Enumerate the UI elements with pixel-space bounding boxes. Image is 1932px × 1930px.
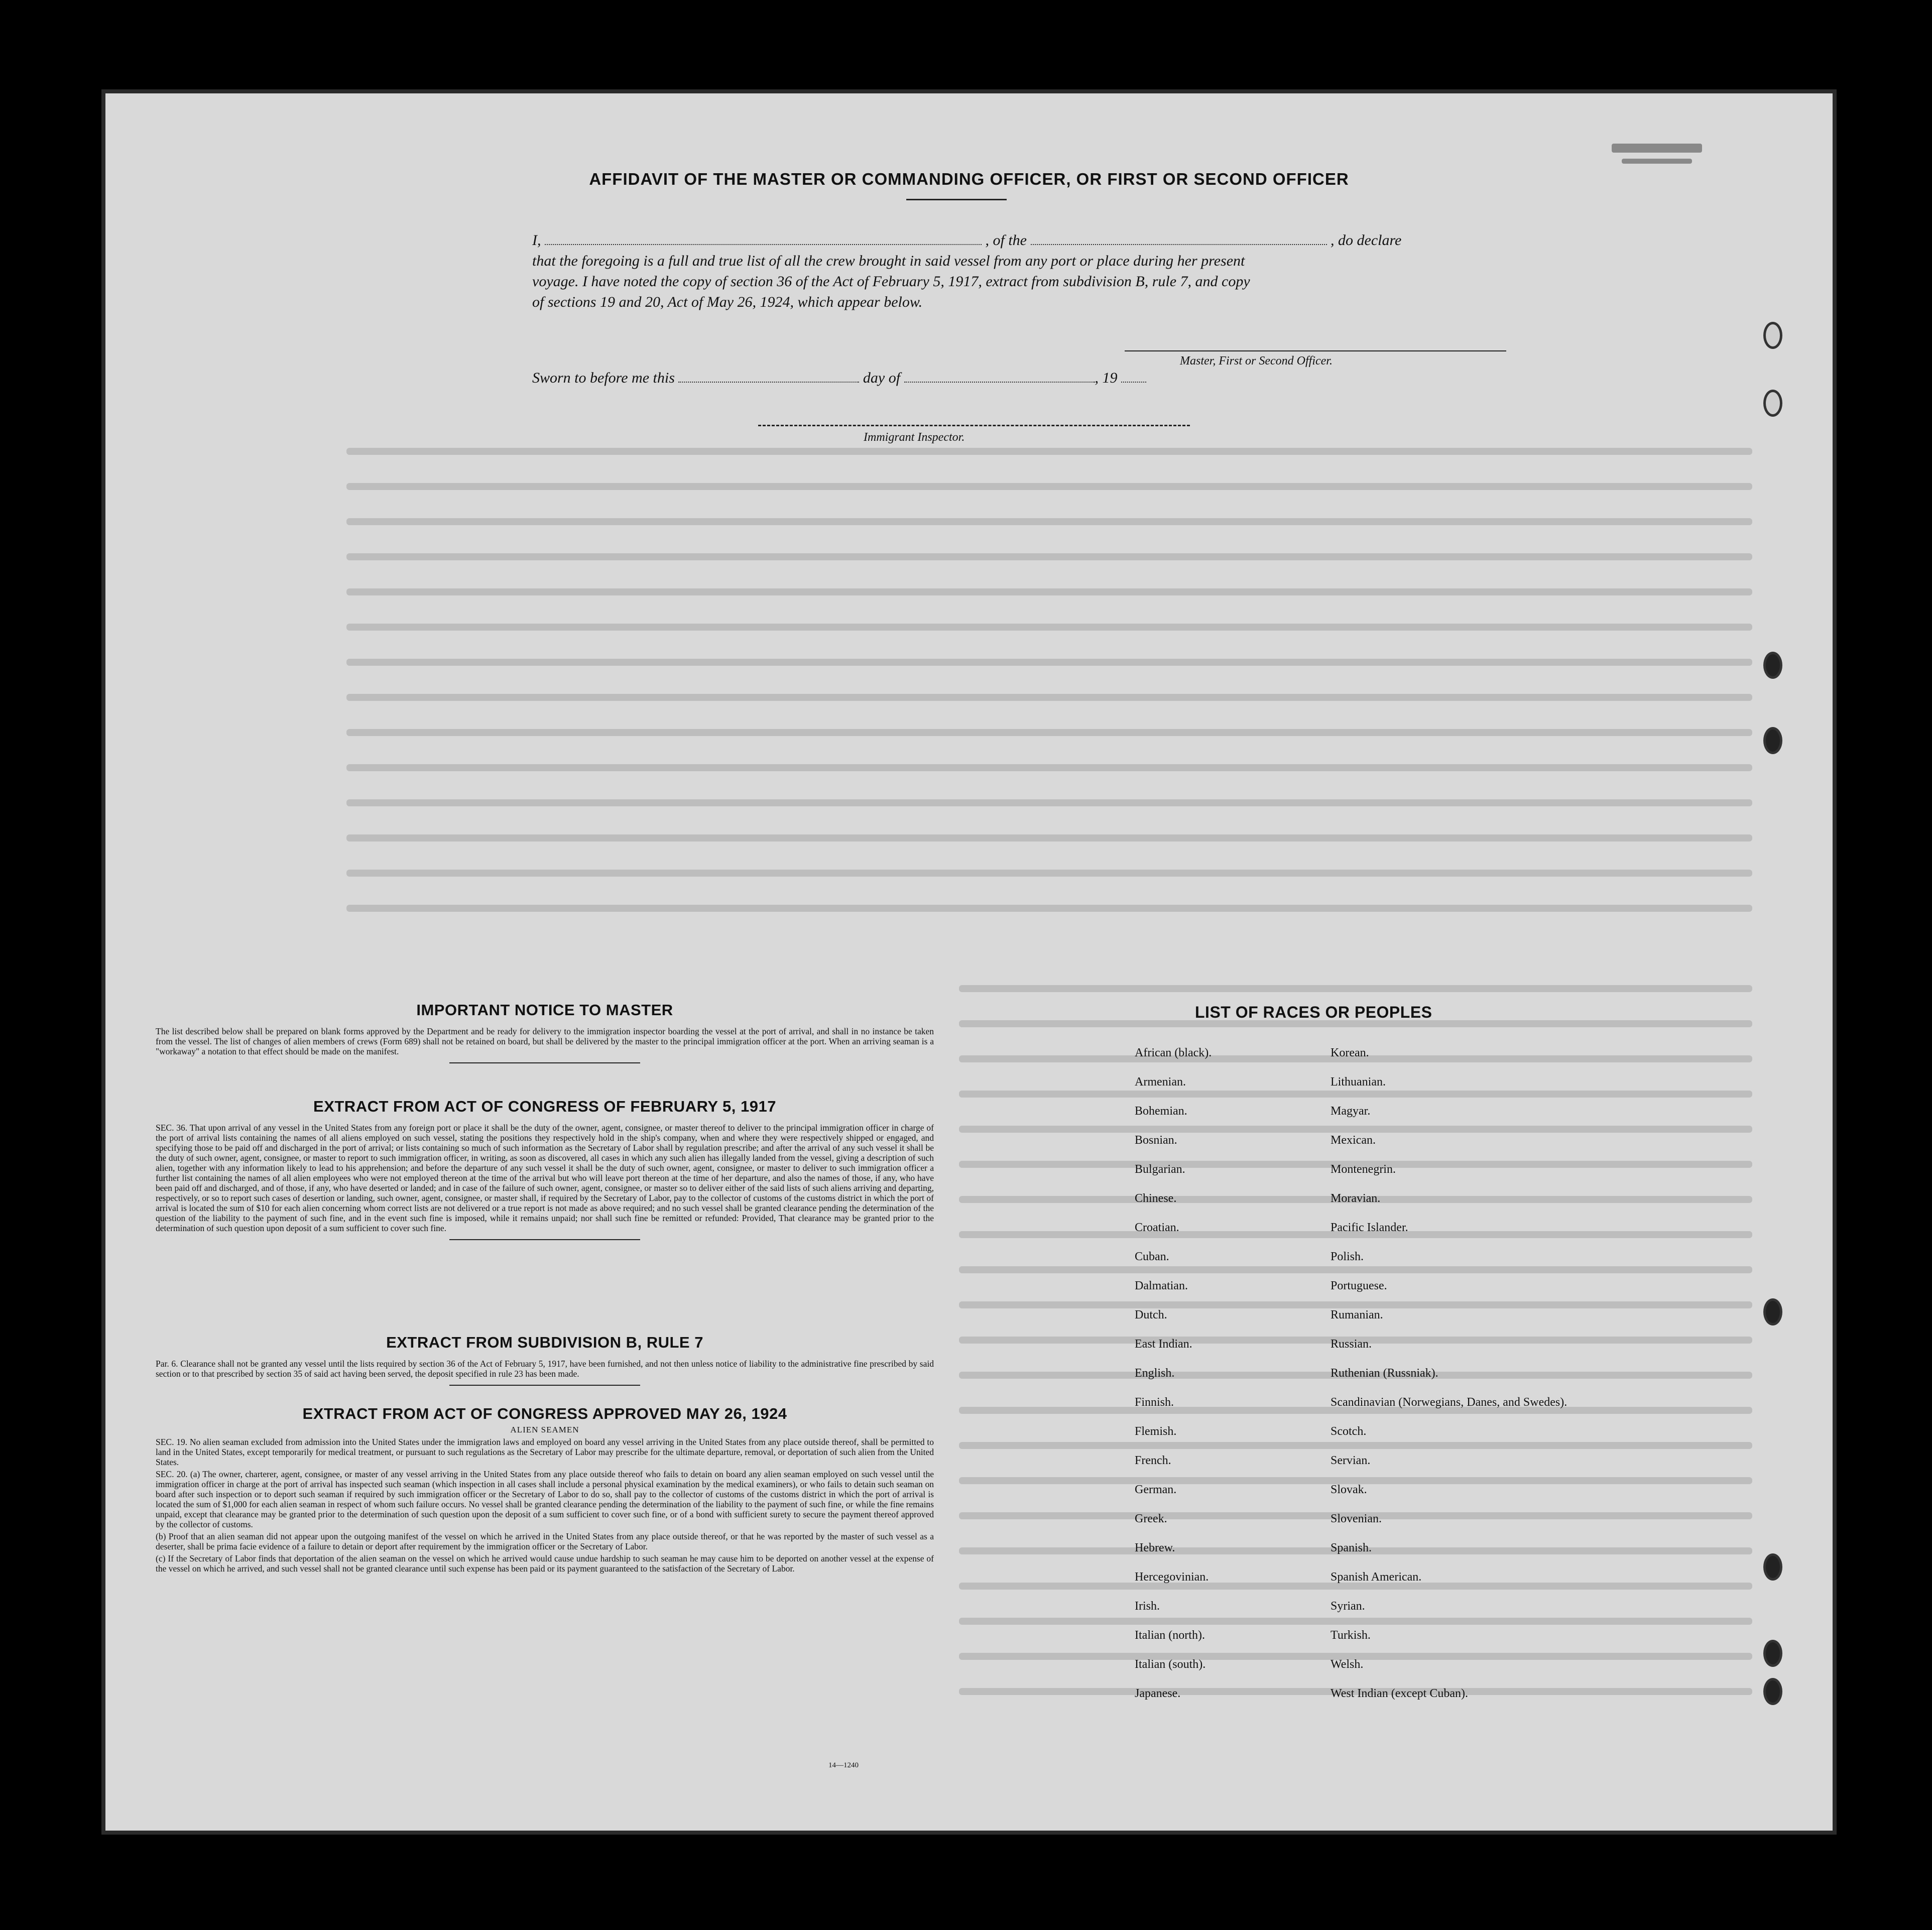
race-item: Polish. — [1331, 1250, 1364, 1263]
punch-hole — [1763, 652, 1782, 679]
race-item: Bulgarian. — [1135, 1163, 1185, 1176]
day-of-label: day of — [863, 370, 901, 386]
race-item: Servian. — [1331, 1454, 1371, 1467]
race-item: Finnish. — [1135, 1396, 1174, 1409]
race-item: English. — [1135, 1367, 1175, 1380]
title-divider — [906, 199, 1007, 200]
act-1924-sec19: SEC. 19. No alien seaman excluded from admission into the United States under the immigration laws and employed on board any vessel arriving in the United States from any place outside thereof, shall be permitted to land in the United States, except temporarily for medical treatment, or pursuant to such regulations as the Secretary of Labor may prescribe for the ultimate departure, removal, or deportation of such alien from the United States. — [156, 1437, 934, 1467]
stamp-mark — [1612, 144, 1702, 164]
punch-hole — [1763, 322, 1782, 349]
master-notice-text: The list described below shall be prepared on blank forms approved by the Department and be ready for delivery to the immigration inspector boarding the vessel at the port of arrival, and shall in no instance be taken from the vessel. The list of changes of alien members of crews (Form 689) shall not be retained on board, but shall be delivered by the master to the principal immigration officer at the port. When an arriving seaman is a "workaway" a notation to that effect should be made on the manifest. — [156, 1026, 934, 1056]
master-notice-title: IMPORTANT NOTICE TO MASTER — [416, 1001, 673, 1019]
race-item: Hercegovinian. — [1135, 1571, 1209, 1584]
affidavit-declare: , do declare — [1331, 232, 1402, 249]
race-item: Bohemian. — [1135, 1105, 1187, 1118]
race-item: Japanese. — [1135, 1687, 1181, 1700]
affidavit-line-3: voyage. I have noted the copy of section 36 of the Act of February 5, 1917, extract from subdivision B, rule 7, and copy — [532, 273, 1250, 290]
race-item: Italian (south). — [1135, 1658, 1206, 1671]
race-item: Portuguese. — [1331, 1279, 1387, 1292]
race-item: Rumanian. — [1331, 1308, 1383, 1321]
race-item: Hebrew. — [1135, 1541, 1175, 1554]
form-number: 14—1240 — [828, 1761, 859, 1769]
race-item: Spanish American. — [1331, 1571, 1422, 1584]
race-item: Pacific Islander. — [1331, 1221, 1408, 1234]
race-item: German. — [1135, 1483, 1177, 1496]
race-item: West Indian (except Cuban). — [1331, 1687, 1468, 1700]
race-item: Armenian. — [1135, 1075, 1186, 1089]
race-item: Chinese. — [1135, 1192, 1177, 1205]
sworn-statement — [532, 369, 1146, 387]
race-item: Russian. — [1331, 1338, 1372, 1351]
race-item: Cuban. — [1135, 1250, 1169, 1263]
officer-name-blank[interactable] — [545, 231, 982, 245]
race-item: Slovenian. — [1331, 1512, 1382, 1525]
vessel-name-blank[interactable] — [1031, 231, 1327, 245]
punch-hole — [1763, 1640, 1782, 1667]
signature-line[interactable] — [1125, 350, 1506, 351]
punch-hole — [1763, 1678, 1782, 1705]
race-item: African (black). — [1135, 1046, 1212, 1059]
race-item: Lithuanian. — [1331, 1075, 1386, 1089]
rule-7-title: EXTRACT FROM SUBDIVISION B, RULE 7 — [386, 1334, 703, 1351]
signature-caption: Master, First or Second Officer. — [1180, 354, 1333, 368]
act-1924-sec20a: SEC. 20. (a) The owner, charterer, agent, consignee, or master of any vessel arriving in the United States from any place outside thereof who fails to detain on board any alien seaman employed on such vessel until the immigration officer in charge at the port of arrival has inspected such seaman (which inspection in all cases shall include a personal physical examination by the medical examiners), or who fails to detain such seaman on board after such inspection or to deport such seaman if required by such immigration officer or the Secretary of Labor to do so, shall pay to the collector of customs of the customs district in which the port of arrival is located the sum of $1,000 for each alien seaman in respect of whom such failure occurs. No vessel shall be granted clearance pending the determination of the liability to the payment of such fine, or while the fine remains unpaid, except that clearance may be granted prior to the determination of such question upon the deposit of a sum sufficient to cover such fine, or of a bond with sufficient surety to secure the payment thereof approved by the collector of customs. — [156, 1469, 934, 1529]
affidavit-body — [532, 230, 1541, 312]
race-item: Irish. — [1135, 1600, 1160, 1613]
act-1917-extract — [156, 1098, 934, 1240]
rule-7-extract — [156, 1334, 934, 1386]
races-column-left — [1135, 1046, 1212, 1716]
race-item: Ruthenian (Russniak). — [1331, 1367, 1438, 1380]
affidavit-line-4: of sections 19 and 20, Act of May 26, 1924, which appear below. — [532, 294, 923, 310]
race-item: French. — [1135, 1454, 1171, 1467]
section-divider — [449, 1062, 640, 1063]
race-item: Italian (north). — [1135, 1629, 1205, 1642]
races-column-right — [1331, 1046, 1567, 1716]
races-title: LIST OF RACES OR PEOPLES — [1195, 1003, 1432, 1021]
act-1924-title: EXTRACT FROM ACT OF CONGRESS APPROVED MAY 26, 1924 — [302, 1405, 787, 1422]
affidavit-i: I, — [532, 232, 541, 249]
master-notice — [156, 1001, 934, 1063]
sworn-label: Sworn to before me this — [532, 370, 675, 386]
affidavit-title: AFFIDAVIT OF THE MASTER OR COMMANDING OFFICER, OR FIRST OR SECOND OFFICER — [589, 170, 1349, 188]
act-1924-subtitle: ALIEN SEAMEN — [510, 1425, 579, 1434]
punch-hole — [1763, 1553, 1782, 1581]
act-1924-sec20c: (c) If the Secretary of Labor finds that deportation of the alien seaman on the vessel on which he arrived would cause undue hardship to such seaman he may cause him to be deported on another vessel at the expense of the vessel on which he arrived, and such vessel shall not be granted clearance until such expense has been paid or its payment guaranteed to the satisfaction of the Secretary of Labor. — [156, 1553, 934, 1574]
race-item: Bosnian. — [1135, 1134, 1177, 1147]
affidavit-line-2: that the foregoing is a full and true list of all the crew brought in said vessel from any port or place during her present — [532, 253, 1245, 269]
punch-hole — [1763, 1298, 1782, 1325]
race-item: Turkish. — [1331, 1629, 1371, 1642]
rule-7-text: Par. 6. Clearance shall not be granted any vessel until the lists required by section 36 of the Act of February 5, 1917, have been furnished, and not then unless notice of liability to the administrative fine prescribed by said section or to that prescribed by section 35 of said act having been served, the deposit specified in rule 23 has been made. — [156, 1359, 934, 1379]
race-item: Spanish. — [1331, 1541, 1372, 1554]
race-item: Scotch. — [1331, 1425, 1367, 1438]
sworn-month-blank[interactable] — [904, 369, 1095, 383]
race-item: Greek. — [1135, 1512, 1167, 1525]
race-item: Syrian. — [1331, 1600, 1365, 1613]
race-item: Moravian. — [1331, 1192, 1381, 1205]
section-divider — [449, 1385, 640, 1386]
race-item: Montenegrin. — [1331, 1163, 1396, 1176]
inspector-signature-line[interactable] — [758, 425, 1190, 426]
punch-hole — [1763, 727, 1782, 754]
manifest-page — [105, 93, 1833, 1831]
section-divider — [449, 1239, 640, 1240]
race-item: Dutch. — [1135, 1308, 1167, 1321]
race-item: Flemish. — [1135, 1425, 1177, 1438]
affidavit-of-the: , of the — [985, 232, 1027, 249]
act-1924-extract — [156, 1405, 934, 1574]
race-item: Dalmatian. — [1135, 1279, 1188, 1292]
inspector-caption: Immigrant Inspector. — [864, 431, 965, 444]
race-item: Slovak. — [1331, 1483, 1367, 1496]
race-item: East Indian. — [1135, 1338, 1192, 1351]
sworn-day-blank[interactable] — [678, 369, 859, 383]
race-item: Magyar. — [1331, 1105, 1371, 1118]
act-1917-title: EXTRACT FROM ACT OF CONGRESS OF FEBRUARY 5, 1917 — [313, 1098, 776, 1115]
act-1917-text: SEC. 36. That upon arrival of any vessel in the United States from any foreign port or place it shall be the duty of the owner, agent, consignee, or master thereof to deliver to the principal immigration officer in charge of the port of arrival lists containing the names of all aliens employed on such vessel, stating the positions they respectively hold in the ship's company, when and where they were respectively shipped or engaged, and specifying those to be paid off and discharged in the port of arrival; or lists containing so much of such information as the Secretary of Labor shall by regulation prescribe; and after the arrival of any such vessel it shall be the duty of such owner, agent, consignee, or master to report to such immigration officer, in writing, as soon as discovered, all cases in which any such alien has illegally landed from the vessel, giving a description of such alien, together with any information likely to lead to his apprehension; and before the departure of any such vessel it shall be the duty of such owner, agent, consignee, or master to deliver to such immigration officer a further list containing the names of all alien employees who were not employed thereon at the time of the arrival but who will leave port thereon at the time of her departure, and also the names of those, if any, who have been paid off and discharged, and of those, if any, who have deserted or landed; and in case of the failure of such owner, agent, consignee, or master so to deliver either of the said lists of such aliens arriving and departing, respectively, or so to report such cases of desertion or landing, such owner, agent, consignee, or master shall, if required by the Secretary of Labor, pay to the collector of customs of the customs district in which the port of arrival is located the sum of $10 for each alien concerning whom correct lists are not delivered or a true report is not made as above required; and no such vessel shall be granted clearance pending the determination of the question of the liability to the payment of such fine, and in the event such fine is imposed, while it remains unpaid; nor shall such fine be remitted or refunded: Provided, That clearance may be granted prior to the determination of such question upon deposit of a sum sufficient to cover such fine. — [156, 1123, 934, 1233]
act-1924-sec20b: (b) Proof that an alien seaman did not appear upon the outgoing manifest of the vessel on which he arrived in the United States from any place outside thereof, or that he was reported by the master of such vessel as a deserter, shall be prima facie evidence of a failure to detain or deport after requirement by the immigration officer or the Secretary of Labor. — [156, 1531, 934, 1551]
sworn-year-blank[interactable] — [1121, 369, 1146, 383]
race-item: Korean. — [1331, 1046, 1369, 1059]
race-item: Scandinavian (Norwegians, Danes, and Swedes). — [1331, 1396, 1567, 1409]
race-item: Croatian. — [1135, 1221, 1179, 1234]
year-prefix: , 19 — [1095, 370, 1118, 386]
punch-hole — [1763, 390, 1782, 417]
race-item: Welsh. — [1331, 1658, 1364, 1671]
race-item: Mexican. — [1331, 1134, 1376, 1147]
